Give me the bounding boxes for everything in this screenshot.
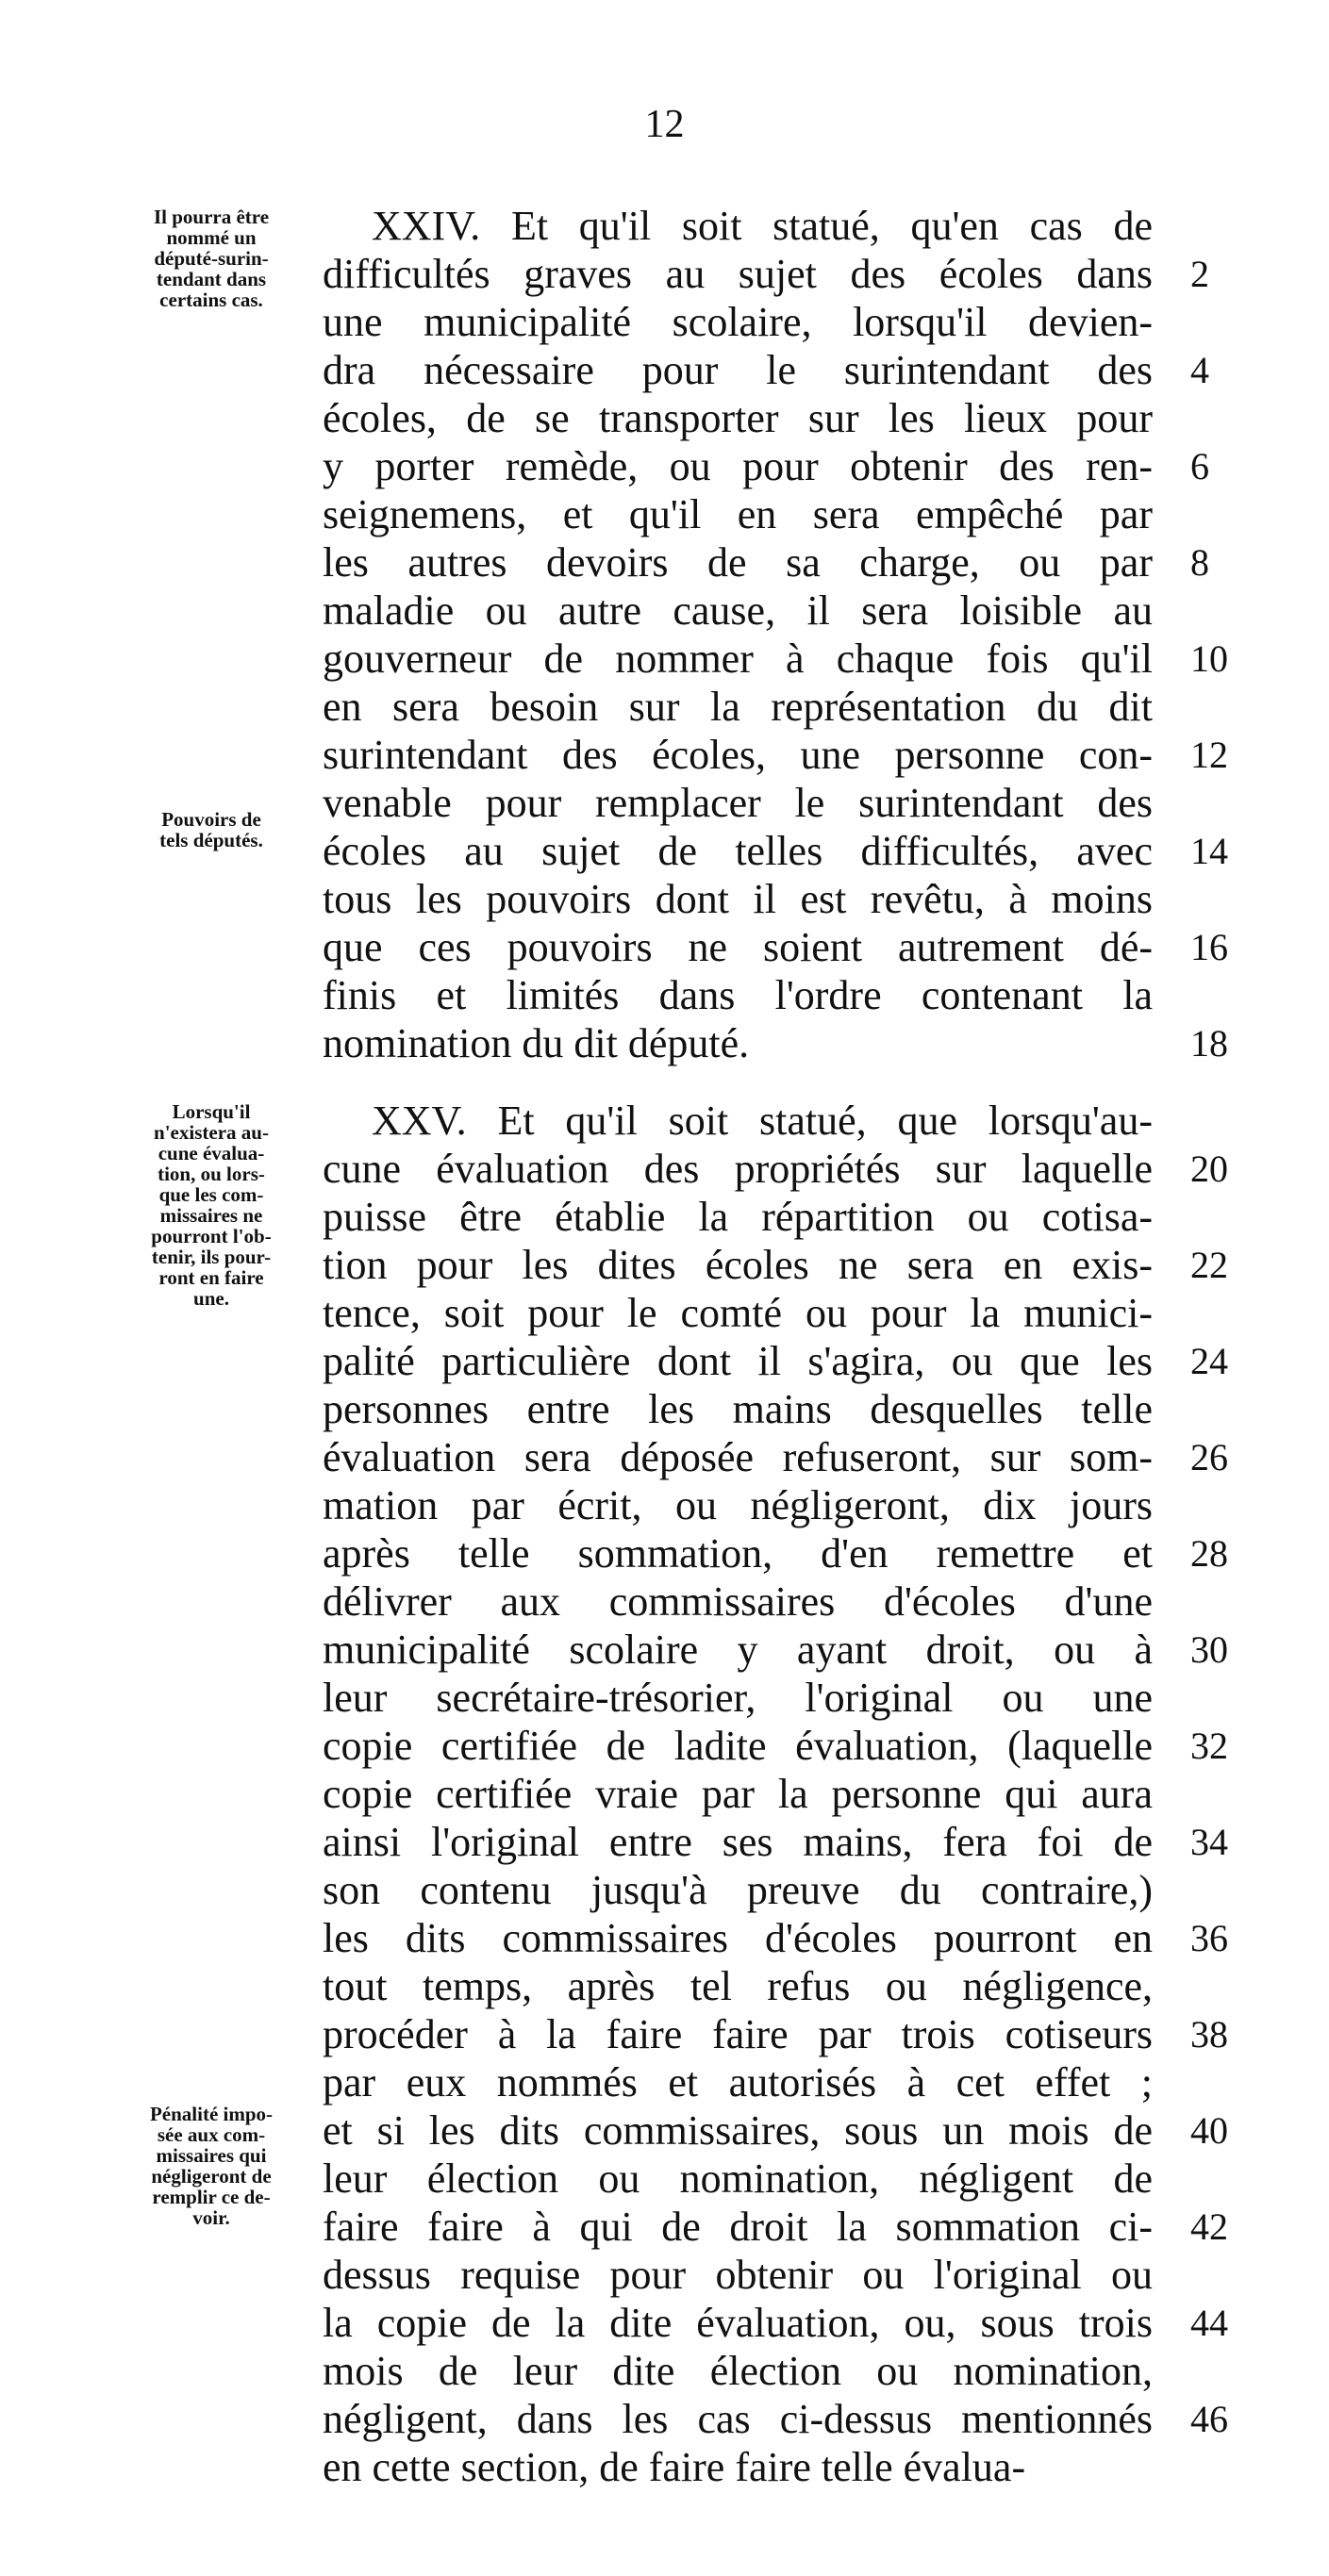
line-number: 44 (1190, 2302, 1228, 2344)
margin-note-line: missaires ne (159, 1204, 263, 1227)
margin-note-line: tendant dans (156, 268, 267, 290)
page-number: 12 (644, 103, 685, 146)
text-line: difficultés graves au sujet des écoles dans (323, 251, 1153, 297)
text-line: après telle sommation, d'en remettre et (323, 1530, 1153, 1577)
text-line: municipalité scolaire y ayant droit, ou à (323, 1627, 1153, 1673)
text-line: délivrer aux commissaires d'écoles d'une (323, 1578, 1153, 1625)
line-number: 4 (1190, 349, 1209, 391)
margin-note-line: négligeront de (151, 2165, 272, 2188)
line-number: 38 (1190, 2013, 1228, 2056)
margin-note-line: Pénalité impo- (149, 2103, 274, 2125)
line-number: 12 (1190, 734, 1228, 776)
text-line: gouverneur de nommer à chaque fois qu'il (323, 636, 1153, 682)
margin-note-line: Il pourra être (153, 206, 270, 228)
margin-note-line: tels députés. (159, 829, 263, 851)
line-number: 20 (1190, 1148, 1228, 1190)
text-line: négligent, dans les cas ci-dessus mentionnés (323, 2396, 1153, 2442)
margin-note-line: une. (193, 1287, 229, 1310)
line-number: 30 (1190, 1628, 1228, 1671)
text-line: tout temps, après tel refus ou négligence, (323, 1963, 1153, 2009)
line-number: 42 (1190, 2205, 1228, 2248)
text-line: leur secrétaire-trésorier, l'original ou une (323, 1675, 1153, 1721)
line-number: 16 (1190, 926, 1228, 968)
text-line: seignemens, et qu'il en sera empêché par (323, 491, 1153, 537)
text-line: leur élection ou nomination, négligent de (323, 2155, 1153, 2202)
text-line: les dits commissaires d'écoles pourront en (323, 1915, 1153, 1961)
margin-note-powers (117, 809, 306, 850)
text-line: tous les pouvoirs dont il est revêtu, à moins (323, 876, 1153, 922)
margin-note-line: remplir ce de- (152, 2186, 271, 2208)
text-line: que ces pouvoirs ne soient autrement dé- (323, 924, 1153, 970)
margin-note-line: cune évalua- (158, 1142, 265, 1164)
margin-note-line: ront en faire (158, 1266, 264, 1289)
margin-note-line: Lorsqu'il (172, 1100, 251, 1123)
margin-note-line: que les com- (158, 1183, 264, 1206)
line-number: 18 (1190, 1022, 1228, 1065)
text-line: XXV. Et qu'il soit statué, que lorsqu'au- (372, 1098, 1153, 1144)
text-line: mois de leur dite élection ou nomination, (323, 2348, 1153, 2394)
text-line: nomination du dit député. (323, 1020, 750, 1066)
text-line: maladie ou autre cause, il sera loisible au (323, 587, 1153, 634)
text-line: puisse être établie la répartition ou cotisa- (323, 1194, 1153, 1240)
margin-note-line: tenir, ils pour- (151, 1246, 272, 1268)
margin-note-line: Pouvoirs de (161, 808, 261, 831)
text-line: mation par écrit, ou négligeront, dix jours (323, 1482, 1153, 1528)
text-line: tence, soit pour le comté ou pour la munici- (323, 1290, 1153, 1336)
line-number: 10 (1190, 637, 1228, 680)
line-number: 8 (1190, 541, 1209, 584)
text-line: surintendant des écoles, une personne con- (323, 732, 1153, 778)
margin-note-line: pourront l'ob- (151, 1225, 272, 1247)
text-line: faire faire à qui de droit la sommation ci- (323, 2204, 1153, 2250)
line-number: 6 (1190, 445, 1209, 487)
line-number: 36 (1190, 1917, 1228, 1959)
margin-note-line: missaires qui (156, 2144, 267, 2167)
text-line: ainsi l'original entre ses mains, fera foi de (323, 1819, 1153, 1865)
text-line: son contenu jusqu'à preuve du contraire,) (323, 1867, 1153, 1913)
text-line: écoles, de se transporter sur les lieux pour (323, 395, 1153, 441)
line-number: 34 (1190, 1821, 1228, 1863)
text-line: en sera besoin sur la représentation du dit (323, 684, 1153, 730)
margin-note-line: tion, ou lors- (158, 1163, 265, 1185)
line-number: 28 (1190, 1532, 1228, 1575)
margin-note-line: nommé un (166, 226, 257, 249)
text-line: la copie de la dite évaluation, ou, sous trois (323, 2300, 1153, 2346)
text-line: les autres devoirs de sa charge, ou par (323, 539, 1153, 586)
line-number: 26 (1190, 1436, 1228, 1478)
line-number: 14 (1190, 830, 1228, 872)
text-line: en cette section, de faire faire telle évalua- (323, 2444, 1026, 2490)
text-line: dra nécessaire pour le surintendant des (323, 347, 1153, 393)
line-number: 32 (1190, 1725, 1228, 1767)
margin-note-line: voir. (192, 2206, 230, 2229)
line-number: 40 (1190, 2109, 1228, 2152)
margin-note-evaluation (117, 1101, 306, 1309)
text-line: personnes entre les mains desquelles telle (323, 1386, 1153, 1432)
text-line: évaluation sera déposée refuseront, sur som- (323, 1434, 1153, 1480)
margin-note-line: député-surin- (154, 247, 269, 270)
text-line: et si les dits commissaires, sous un mois de (323, 2107, 1153, 2154)
line-number: 2 (1190, 253, 1209, 295)
text-line: copie certifiée vraie par la personne qui aura (323, 1771, 1153, 1817)
text-line: écoles au sujet de telles difficultés, avec (323, 828, 1153, 874)
text-line: palité particulière dont il s'agira, ou que les (323, 1338, 1153, 1384)
margin-note-deputy (117, 206, 306, 310)
section-xxiv (323, 202, 1153, 1067)
text-line: procéder à la faire faire par trois cotiseurs (323, 2011, 1153, 2057)
line-number: 46 (1190, 2398, 1228, 2440)
text-line: par eux nommés et autorisés à cet effet ; (323, 2059, 1153, 2105)
margin-note-line: n'existera au- (154, 1121, 269, 1144)
section-xxv (323, 1097, 1153, 2491)
text-line: une municipalité scolaire, lorsqu'il devien- (323, 299, 1153, 345)
text-line: copie certifiée de ladite évaluation, (laquelle (323, 1723, 1153, 1769)
text-line: dessus requise pour obtenir ou l'original ou (323, 2252, 1153, 2298)
text-line: venable pour remplacer le surintendant des (323, 780, 1153, 826)
line-number: 22 (1190, 1244, 1228, 1286)
text-line: tion pour les dites écoles ne sera en exis- (323, 1242, 1153, 1288)
text-line: XXIV. Et qu'il soit statué, qu'en cas de (372, 203, 1153, 249)
margin-note-line: certains cas. (159, 289, 263, 311)
text-line: cune évaluation des propriétés sur laquelle (323, 1146, 1153, 1192)
margin-note-penalty (117, 2104, 306, 2228)
text-line: finis et limités dans l'ordre contenant la (323, 972, 1153, 1018)
margin-note-line: sée aux com- (157, 2123, 266, 2146)
line-number: 24 (1190, 1340, 1228, 1382)
text-line: y porter remède, ou pour obtenir des ren- (323, 443, 1153, 489)
